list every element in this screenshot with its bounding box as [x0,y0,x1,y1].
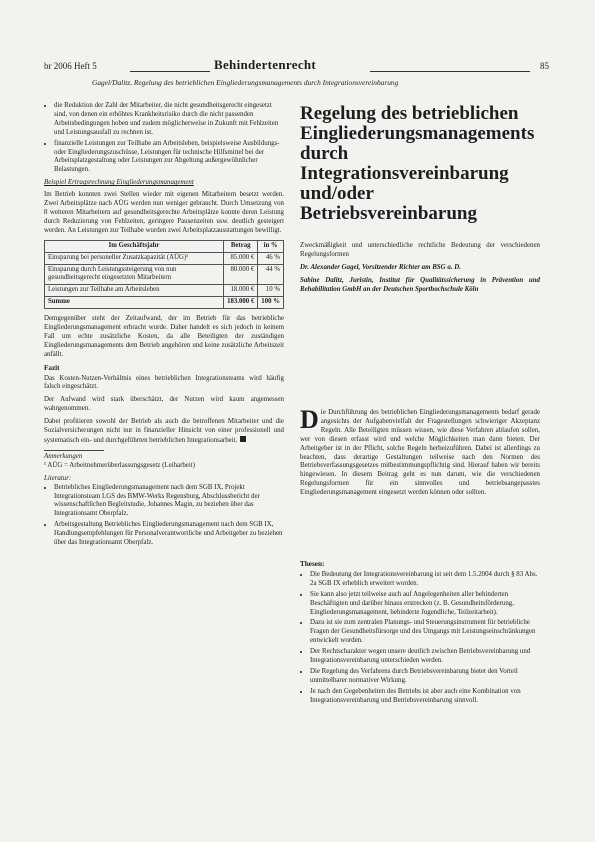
table-header: in % [258,240,284,252]
literature-heading: Literatur: [44,474,72,482]
journal-title: Behindertenrecht [214,57,317,72]
drop-cap: D [300,405,319,434]
table-header: Im Geschäftsjahr [45,240,224,252]
fazit-paragraph: Das Kosten-Nutzen-Verhältnis eines betrieblichen Integrationsteams wird häufig falsch eingeschätzt. [44,374,284,391]
article-body [300,405,540,498]
list-item: • Arbeitsgestaltung Betriebliches Eingliederungsmanagement nach dem SGB IX, Handlungsempfehlungen für Personalverantwortliche und Arbeitgeber zu beziehen über das Integrationsamt Oberpfalz. [54,521,284,548]
page-number: 85 [540,61,549,71]
table-cell: 18.000 € [224,285,258,297]
table-cell: Summe [45,297,224,309]
list-item: • finanzielle Leistungen zur Teilhabe am Arbeitsleben, beispielsweise Ausbildungs- oder Eingliederungszuschüsse, Leistungen für technische Hilfsmittel bei der Arbeitsplatzgestaltung oder Leistungen zur Abgeltung außergewöhnlicher Belastungen. [54,140,284,176]
footnote-text: ¹ AÜG = Arbeitnehmerüberlassungsgesetz (Leiharbeit) [44,461,195,469]
fazit-text: Dabei profitieren sowohl der Betrieb als auch die betroffenen Mitarbeiter und die Sozialversicherungen nicht nur in finanzieller Hinsicht von einer professionell und systematisch ein- und durchgeführten betrieblichen Integrationsarbeit. [44,418,284,444]
table-cell: 183.000 € [224,297,258,309]
fazit-heading: Fazit [44,363,60,372]
table-row [45,264,284,285]
table-row [45,252,284,264]
running-title: Gagel/Dalitz, Regelung des betrieblichen Eingliederungsmanagements durch Integrationsvereinbarung [92,78,399,87]
theses-section [300,556,540,708]
footnote-rule [44,450,104,451]
table-cell: 100 % [258,297,284,309]
list-item: • Der Rechtscharakter wegen unsere deutlich zwischen Betriebsvereinbarung und Integrationsvereinbarung unterschieden werden. [310,648,540,666]
table-cell: 10 % [258,285,284,297]
list-item: • Sie kann also jetzt teilweise auch auf Angelegenheiten aller behinderten Beschäftigten und darüber hinaus erstrecken (z. B. Gesundheitsförderung, Eingliederungsmanagement, behinderte Jugendliche, Teilzeitarbeit). [310,591,540,618]
table-cell: 46 % [258,252,284,264]
header-rule-left [130,71,210,72]
author-line: Sabine Dalitz, Juristin, Institut für Qualitätssicherung in Prävention und Rehabilitation GmbH an der Deutschen Sporthochschule Köln [300,276,540,293]
list-item: • Dazu ist sie zum zentralen Planungs- und Steuerungsinstrument für betriebliche Fragen der Gesundheitsfürsorge und des Umgangs mit Leistungseinschränkungen entwickelt worden. [310,619,540,646]
header-rule-right [370,71,530,72]
literature-list [44,484,284,548]
example-text: Im Betrieb konnten zwei Stellen wieder mit eigenen Mitarbeitern besetzt werden. Zwei Arbeitsplätze nach AÜG werden nun weniger gebraucht. Durch Umsetzung von 8 weiteren Mitarbeitern auf gesundheitsgerechte Arbeitsplätze konnte deren Leistung durch Reduzierung von Fehlzeiten, geringere Pausenzeiten usw. deutlich gesteigert werden. An Leistungen zur Teilhabe wurden zwei Arbeitsplatzausstattungen bewilligt. [44,191,284,234]
table-header: Betrag [224,240,258,252]
article-intro [300,242,540,299]
footnote-heading: Anmerkungen [44,452,83,460]
list-item: • die Reduktion der Zahl der Mitarbeiter, die nicht gesundheitsgerecht eingesetzt sind, von denen ein erhöhtes Krankheitsrisiko durch die nicht passenden Arbeitsbedingungen hoben und zudem möglicherweise in Zukunft mit Fehlzeiten und Leistungsausfall zu rechnen ist. [54,102,284,138]
list-item: • Die Bedeutung der Integrationsvereinbarung ist seit dem 1.5.2004 durch § 83 Abs. 2a SGB IX erheblich erweitert worden. [310,571,540,589]
table-cell: Einsparung bei personeller Zusatzkapazität (AÜG)¹ [45,252,224,264]
table-cell: Leistungen zur Teilhabe am Arbeitsleben [45,285,224,297]
author-line: Dr. Alexander Gagel, Vorsitzender Richter am BSG a. D. [300,263,461,271]
theses-heading: Thesen: [300,560,325,568]
theses-list [300,571,540,706]
issue-label: br 2006 Heft 5 [44,61,97,71]
example-title: Beispiel Ertragsrechnung Eingliederungsmanagement [44,179,194,187]
end-mark-icon [240,436,246,442]
table-cell: 44 % [258,264,284,285]
fazit-paragraph [44,418,284,446]
table-row [45,285,284,297]
list-item: • Je nach den Gegebenheiten des Betriebs ist aber auch eine Kombination von Integrationsvereinbarung und Betriebsvereinbarung sinnvoll. [310,688,540,706]
table-cell: 80.000 € [224,264,258,285]
table-cell: 85.000 € [224,252,258,264]
table-sum-row [45,297,284,309]
benefit-list [44,102,284,175]
article-title: Regelung des betrieblichen Eingliederungsmanagements durch Integrationsvereinbarung und/oder Betriebsvereinbarung [300,103,535,224]
table-header-row [45,240,284,252]
left-column [44,102,284,550]
article-subtitle: Zweckmäßigkeit und unterschiedliche rechtliche Bedeutung der verschiedenen Regelungsformen [300,242,540,258]
revenue-table [44,240,284,309]
list-item: • Die Regelung des Verfahrens durch Betriebsvereinbarung bietet den Vorteil unmittelbarer normativer Wirkung. [310,668,540,686]
list-item: • Betriebliches Eingliederungsmanagement nach dem SGB IX, Projekt Integrationsteam LGS des BMW-Werks Regensburg, Abschlussbericht der wissenschaftlichen Begleitstudie, Johannes Magin, zu beziehen über das Integrationsamt Oberpfalz. [54,484,284,520]
table-cell: Einsparung durch Leistungssteigerung von nun gesundheitsgerecht eingesetzten Mitarbeitern [45,264,224,285]
fazit-paragraph: Der Aufwand wird stark überschätzt, der Nutzen wird kaum angemessen wahrgenommen. [44,396,284,413]
after-table-text: Demgegenüber steht der Zeitaufwand, der im Betrieb für das betriebliche Eingliederungsmanagement erbracht wurde. Daher handelt es sich jedoch in keinem Fall um echte zusätzliche Kosten, da alle Beteiligten der zuständigen Eingliederungsmanagements dem Betrieb angehören und keine zusätzliche Arbeitszeit anfällt. [44,315,284,358]
body-text: ie Durchführung des betrieblichen Eingliederungsmanagements bedarf gerade angesichts der Aufgabenvielfalt der Fragestellungen schwieriger Akzeptanz Regeln. Alle Beteiligten müssen wissen, wie diese Verfahren ablaufen sollen, wer von diesen erfasst wird und welche Möglichkeiten man dann bieten. Der Arbeitgeber ist in der Pflicht, solche Regeln herbeizuführen. Dabei ist allerdings zu beachten, dass derartige Gestaltungen teilweise nach den Normen des Betriebsverfassungsgesetzes mitbestimmungspflichtig sind. Hierauf haben wir bereits hingewiesen. In diesem Beitrag geht es nun darum, wie die verschiedenen Regelungsformen für ein sinnvolles und betriebsangepasstes Eingliederungsmanagement eingesetzt werden können oder sollten. [300,409,540,497]
